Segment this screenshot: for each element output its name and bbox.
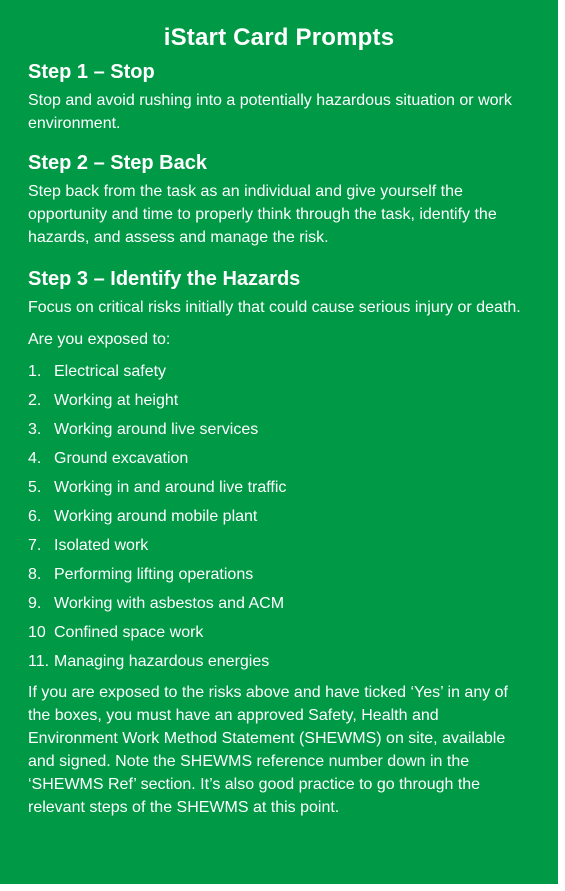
hazard-number: 7. (28, 537, 42, 554)
hazard-item (28, 389, 530, 418)
hazard-label: Working around mobile plant (54, 508, 258, 525)
hazard-label: Working at height (54, 392, 179, 409)
hazard-label: Ground excavation (54, 450, 189, 467)
hazard-label: Confined space work (54, 624, 204, 641)
hazard-label: Working around live services (54, 421, 259, 438)
hazard-number: 9. (28, 595, 42, 612)
step-3-text: Focus on critical risks initially that could cause serious injury or death. (28, 299, 521, 316)
card-title: iStart Card Prompts (163, 24, 395, 51)
step-3-heading: Step 3 – Identify the Hazards (28, 268, 301, 290)
hazard-number: 3. (28, 421, 42, 438)
exposure-prompt: Are you exposed to: (28, 331, 171, 348)
step-2-text: Step back from the task as an individual and give yourself the opportunity and time to properly think through the task, identify the hazards, and assess and manage the risk. (28, 183, 497, 246)
hazard-label: Isolated work (54, 537, 149, 554)
hazard-label: Working with asbestos and ACM (54, 595, 285, 612)
hazard-label: Performing lifting operations (54, 566, 254, 583)
step-1-text: Stop and avoid rushing into a potentially hazardous situation or work environment. (28, 92, 512, 132)
hazard-number: 8. (28, 566, 42, 583)
hazard-label: Electrical safety (54, 363, 167, 380)
hazard-label: Working in and around live traffic (54, 479, 287, 496)
closing-paragraph: If you are exposed to the risks above and have ticked ‘Yes’ in any of the boxes, you must have an approved Safety, Health and Environment Work Method Statement (SHEWMS) on site, available and signed. Note the SHEWMS reference number down in the ‘SHEWMS Ref’ section. It’s also good practice to go through the relevant steps of the SHEWMS at this point. (28, 684, 508, 816)
step-2-heading: Step 2 – Step Back (28, 152, 207, 174)
hazard-label: Managing hazardous energies (54, 653, 270, 670)
hazard-number: 6. (28, 508, 42, 525)
hazard-number: 2. (28, 392, 42, 409)
hazard-item (28, 592, 530, 621)
hazard-item (28, 447, 530, 476)
hazard-item (28, 476, 530, 505)
step-1-heading: Step 1 – Stop (28, 61, 155, 83)
hazard-list (28, 360, 530, 679)
hazard-item (28, 505, 530, 534)
hazard-item (28, 418, 530, 447)
hazard-number: 1. (28, 363, 42, 380)
hazard-item (28, 360, 530, 389)
hazard-number: 10 (28, 624, 46, 641)
hazard-item (28, 534, 530, 563)
hazard-number: 5. (28, 479, 42, 496)
hazard-item (28, 563, 530, 592)
hazard-item (28, 621, 530, 650)
hazard-item (28, 650, 530, 679)
hazard-number: 4. (28, 450, 42, 467)
hazard-number: 11. (28, 653, 50, 670)
